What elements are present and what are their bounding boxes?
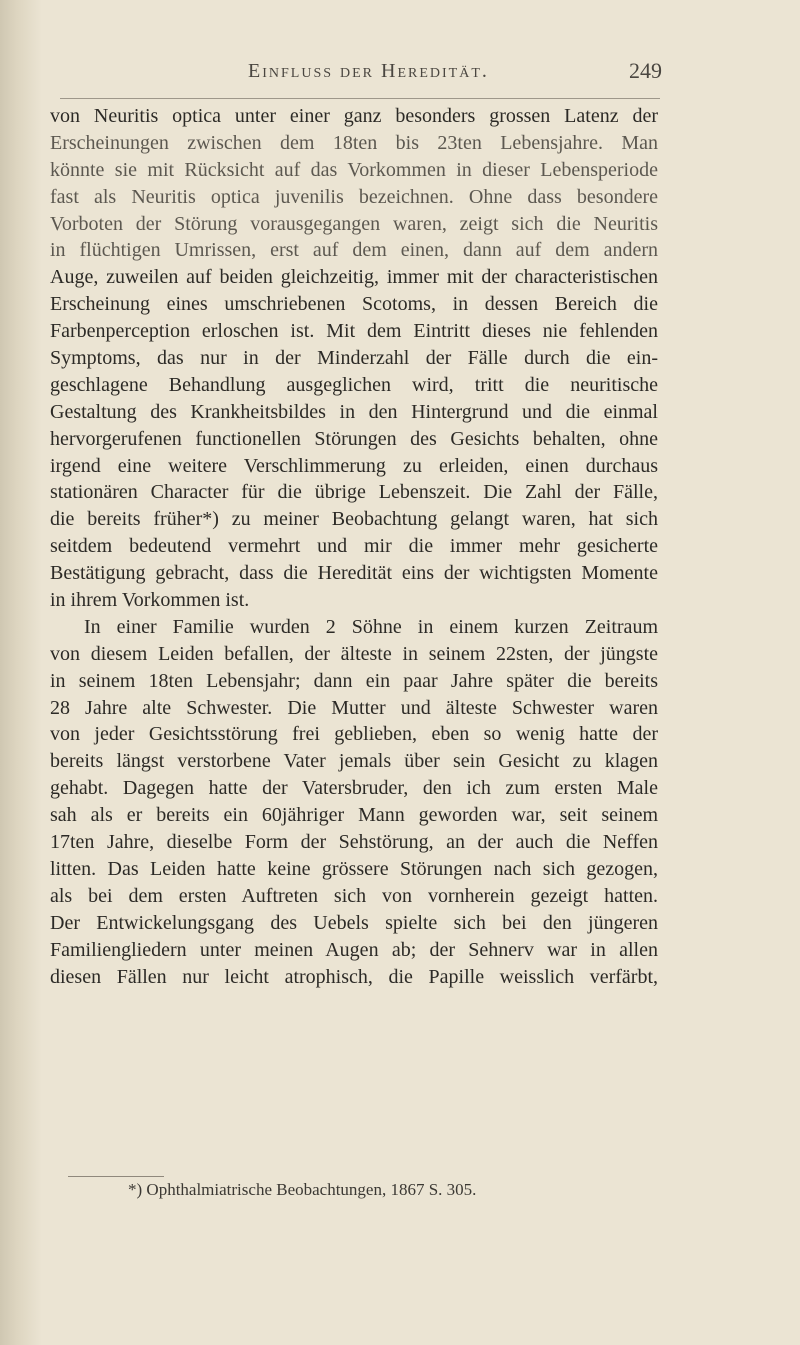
text-line: 17ten Jahre, dieselbe Form der Sehstörung, an der auch die Neffen: [50, 831, 658, 854]
text-line: Vorboten der Störung vorausgegangen waren, zeigt sich die Neuritis: [50, 212, 658, 235]
text-line: Auge, zuweilen auf beiden gleichzeitig, immer mit der characteristischen: [50, 266, 658, 289]
text-line: die bereits früher*) zu meiner Beobachtung gelangt waren, hat sich: [50, 508, 658, 531]
text-line: fast als Neuritis optica juvenilis bezeichnen. Ohne dass besondere: [50, 185, 658, 208]
text-line: sah als er bereits ein 60jähriger Mann geworden war, seit seinem: [50, 804, 658, 827]
text-line: von diesem Leiden befallen, der älteste in seinem 22sten, der jüngste: [50, 642, 658, 665]
header-rule: [60, 98, 660, 99]
text-line: diesen Fällen nur leicht atrophisch, die Papille weisslich verfärbt,: [50, 965, 658, 988]
body-text: [50, 103, 658, 990]
text-line: Gestaltung des Krankheitsbildes in den Hintergrund und die einmal: [50, 400, 658, 423]
text-line: hervorgerufenen functionellen Störungen des Gesichts behalten, ohne: [50, 427, 658, 450]
text-line: gehabt. Dagegen hatte der Vatersbruder, den ich zum ersten Male: [50, 777, 658, 800]
page-number: 249: [629, 58, 662, 83]
text-line: stationären Character für die übrige Lebenszeit. Die Zahl der Fälle,: [50, 481, 658, 504]
text-line: Bestätigung gebracht, dass die Heredität eins der wichtigsten Momente: [50, 562, 658, 585]
footnote-rule: [68, 1176, 164, 1177]
text-line: Symptoms, das nur in der Minderzahl der Fälle durch die ein-: [50, 347, 658, 370]
page-header: [160, 46, 662, 86]
text-line: Erscheinungen zwischen dem 18ten bis 23ten Lebensjahre. Man: [50, 131, 658, 154]
text-line: von Neuritis optica unter einer ganz besonders grossen Latenz der: [50, 105, 658, 127]
footnote: *) Ophthalmiatrische Beobachtungen, 1867 S. 305.: [128, 1180, 477, 1199]
text-line: als bei dem ersten Auftreten sich von vornherein gezeigt hatten.: [50, 884, 658, 907]
text-line: bereits längst verstorbene Vater jemals über sein Gesicht zu klagen: [50, 750, 658, 773]
text-line: in flüchtigen Umrissen, erst auf dem einen, dann auf dem andern: [50, 239, 658, 262]
page-gutter-shadow: [0, 0, 42, 1345]
text-line: litten. Das Leiden hatte keine grössere Störungen nach sich gezogen,: [50, 857, 658, 880]
text-line: 28 Jahre alte Schwester. Die Mutter und älteste Schwester waren: [50, 696, 658, 719]
text-line: Familiengliedern unter meinen Augen ab; der Sehnerv war in allen: [50, 938, 658, 961]
text-line: in ihrem Vorkommen ist.: [50, 589, 250, 612]
text-line: Farbenperception erloschen ist. Mit dem Eintritt dieses nie fehlenden: [50, 320, 658, 343]
text-line: Der Entwickelungsgang des Uebels spielte sich bei den jüngeren: [50, 911, 658, 934]
text-line: geschlagene Behandlung ausgeglichen wird, tritt die neuritische: [50, 373, 658, 396]
text-line: von jeder Gesichtsstörung frei geblieben, eben so wenig hatte der: [50, 723, 658, 746]
text-line: In einer Familie wurden 2 Söhne in einem kurzen Zeitraum: [84, 615, 658, 638]
text-line: Erscheinung eines umschriebenen Scotoms, in dessen Bereich die: [50, 293, 658, 316]
text-line: seitdem bedeutend vermehrt und mir die immer mehr gesicherte: [50, 535, 658, 558]
text-line: könnte sie mit Rücksicht auf das Vorkommen in dieser Lebensperiode: [50, 158, 658, 181]
text-line: in seinem 18ten Lebensjahr; dann ein paar Jahre später die bereits: [50, 669, 658, 692]
running-title: Einfluss der Heredität.: [248, 60, 489, 82]
text-line: irgend eine weitere Verschlimmerung zu erleiden, einen durchaus: [50, 454, 658, 477]
